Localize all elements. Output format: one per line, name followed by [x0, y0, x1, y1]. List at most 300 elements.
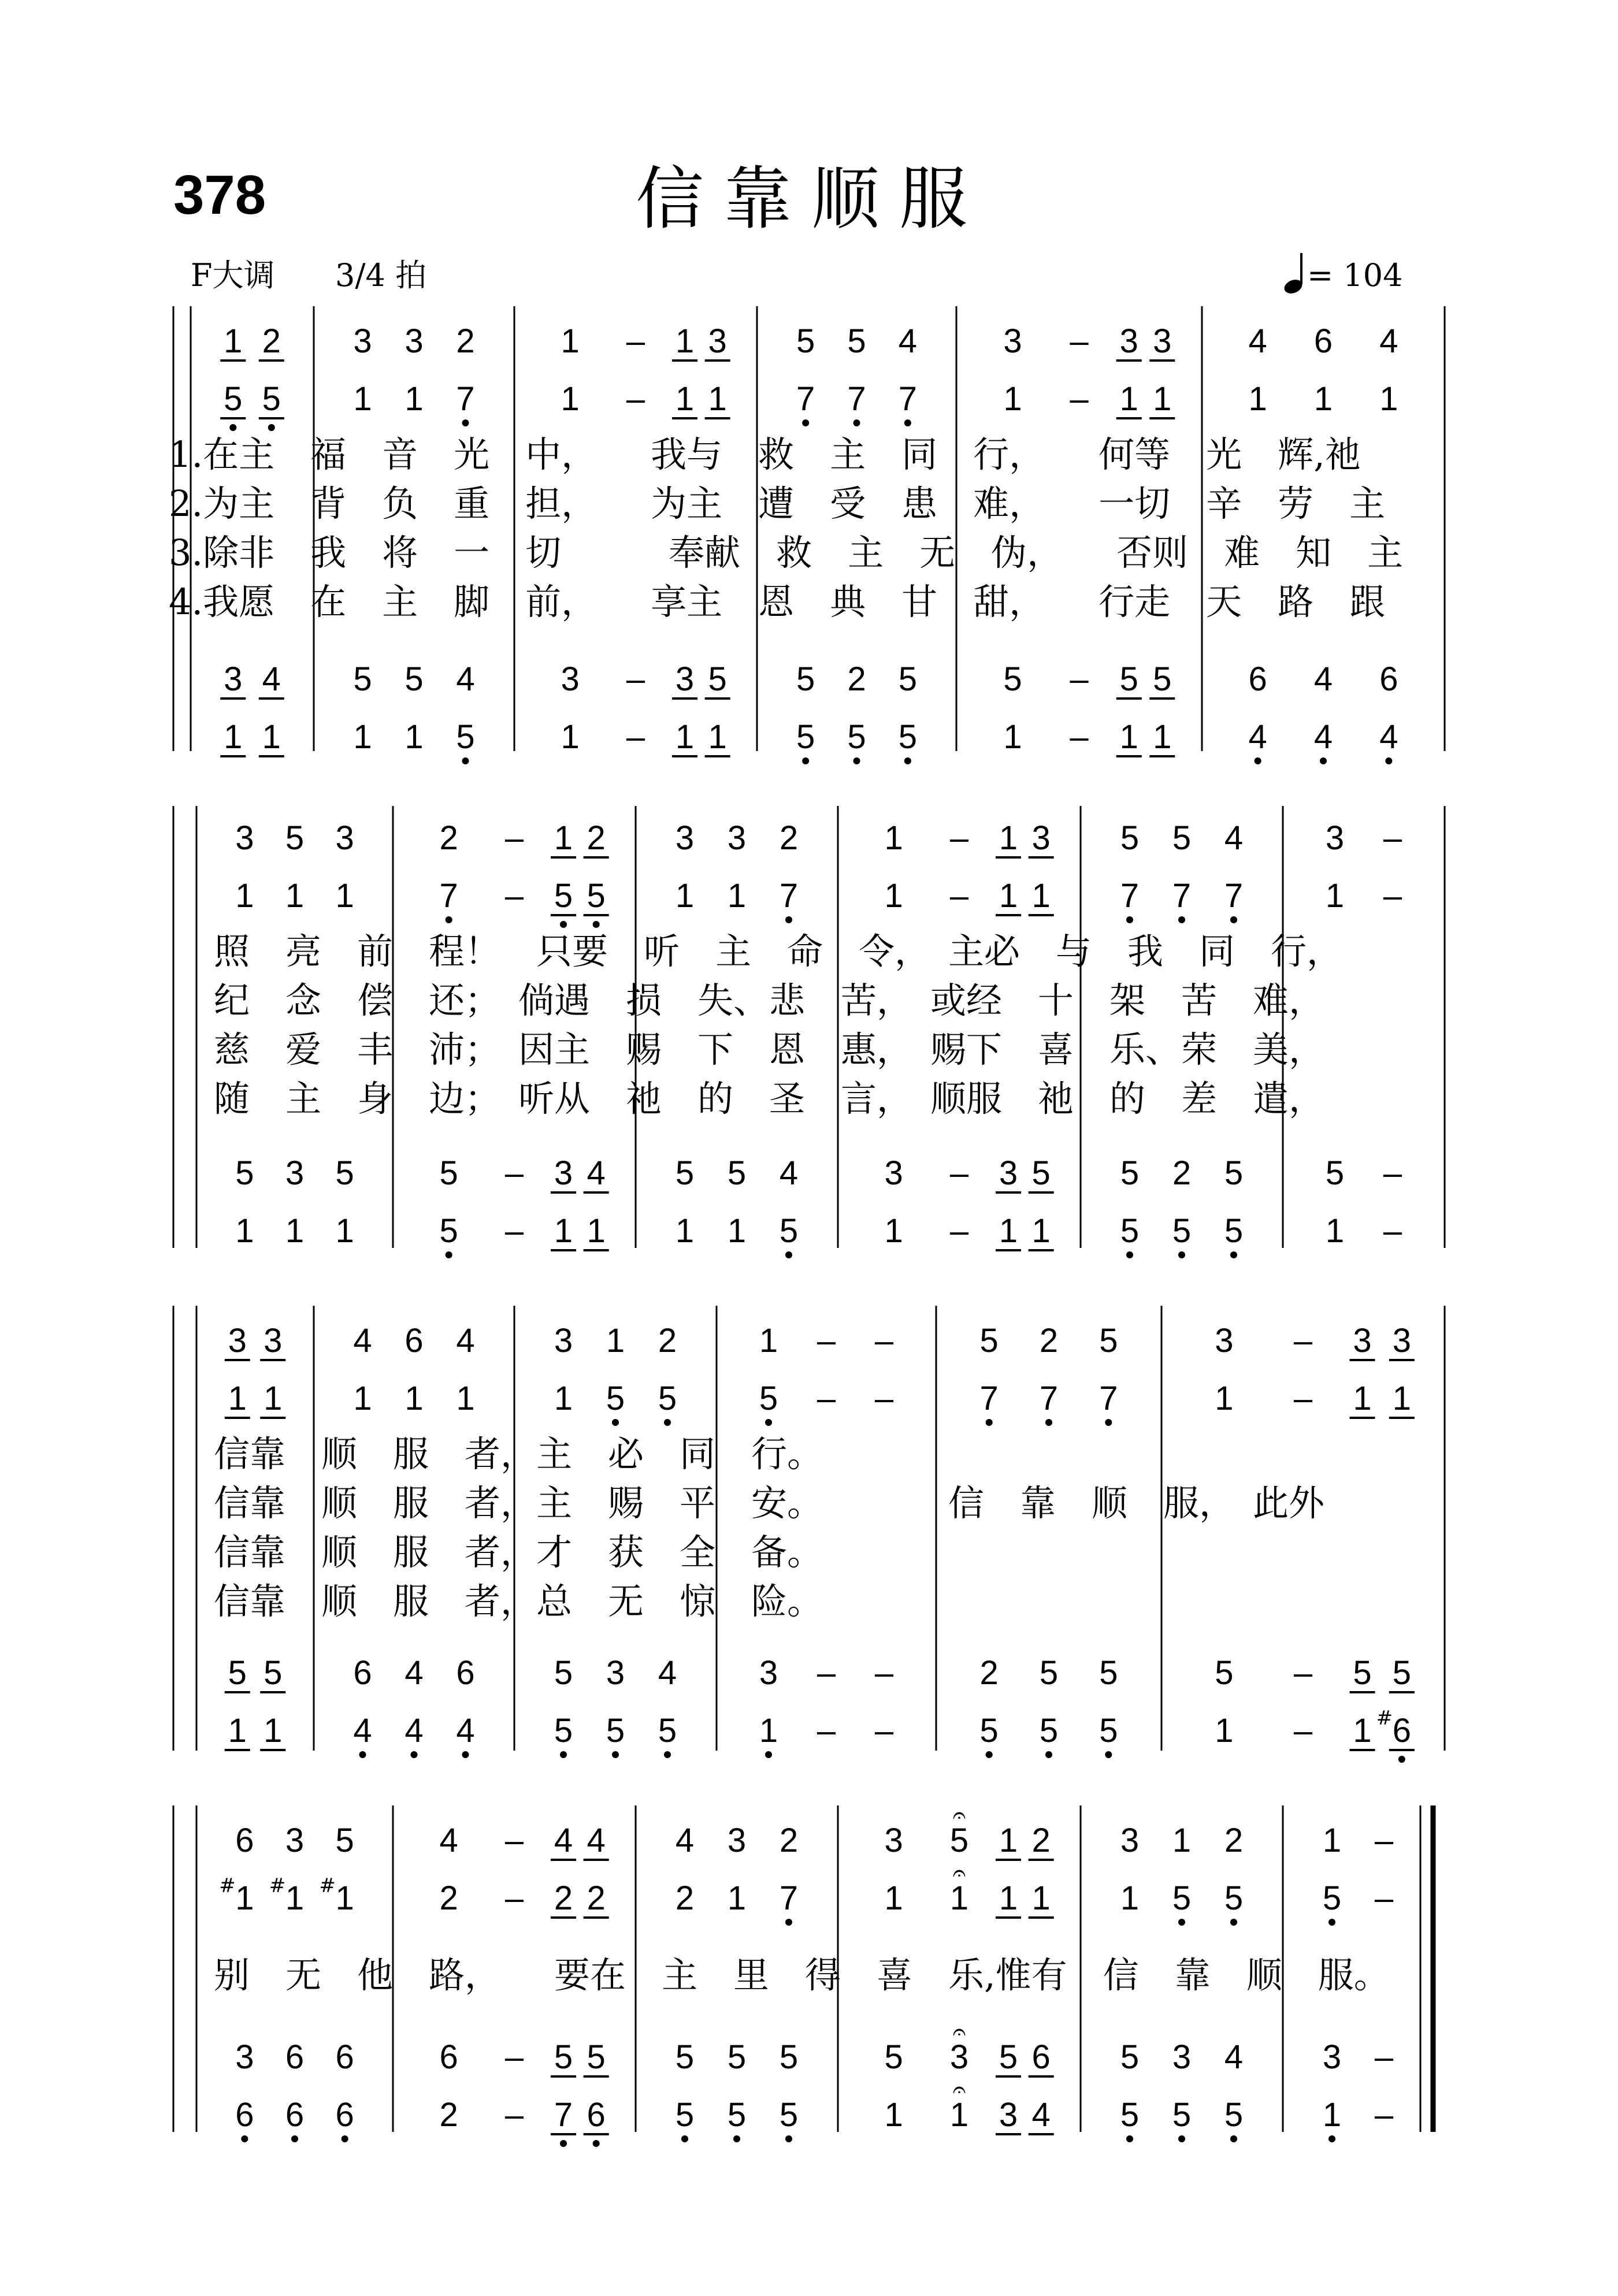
system-1 — [169, 306, 1445, 764]
lyric-line: 慈 爱 丰 沛； 因主 赐 下 恩 惠， 赐下 喜 乐、荣 美， — [214, 1028, 1325, 1071]
note: 6 — [335, 2096, 354, 2134]
note: 1 — [404, 718, 424, 756]
note: 1 — [727, 1212, 747, 1250]
sustain-dash: – — [1374, 1822, 1394, 1859]
system-3 — [173, 1306, 1445, 1763]
note: 4 — [439, 1822, 458, 1859]
note: 5 — [759, 1380, 778, 1417]
note: 4 — [1248, 322, 1267, 360]
octave-low-dot — [268, 424, 275, 431]
note: 1 — [404, 380, 424, 418]
note: 1 — [235, 1879, 254, 1917]
sustain-dash: – — [1383, 877, 1402, 915]
sustain-dash: – — [1383, 1212, 1402, 1250]
note: 7 — [779, 877, 799, 915]
note: 5 — [1392, 1654, 1411, 1692]
note: 1 — [554, 819, 573, 857]
note: 5 — [675, 2038, 695, 2076]
tempo-marking: = 104 — [1307, 257, 1403, 293]
note: 4 — [262, 660, 281, 698]
note: 3 — [1153, 322, 1172, 360]
note: 1 — [1325, 1212, 1345, 1250]
note: 4 — [1379, 718, 1398, 756]
note: 2 — [587, 1879, 606, 1917]
note: 3 — [235, 2038, 254, 2076]
note: 5 — [404, 660, 424, 698]
lyric-line: 2.为主 背 负 重 担， 为主 遭 受 患 难， 一切 辛 劳 主 — [169, 482, 1386, 525]
sustain-dash: – — [1293, 1712, 1313, 1749]
note: 5 — [979, 1322, 999, 1359]
note: 7 — [1224, 877, 1244, 915]
sharp-icon: # — [219, 1874, 236, 1897]
note: 3 — [999, 1154, 1018, 1192]
note: 5 — [1224, 1879, 1244, 1917]
note: 5 — [285, 819, 305, 857]
sustain-dash: – — [626, 380, 645, 418]
fermata-icon: 𝄐 — [952, 2076, 966, 2103]
note: 4 — [353, 1712, 372, 1749]
octave-low-dot — [664, 1419, 671, 1426]
octave-low-dot — [446, 916, 452, 923]
sustain-dash: – — [504, 1879, 524, 1917]
sustain-dash: – — [817, 1712, 836, 1749]
note: 1 — [884, 877, 903, 915]
note: 1 — [759, 1322, 778, 1359]
sustain-dash: – — [504, 2038, 524, 2076]
note: 1 — [1119, 718, 1138, 756]
note: 2 — [587, 819, 606, 857]
note: 1 — [262, 718, 281, 756]
note: 1 — [1392, 1380, 1411, 1417]
sharp-icon: # — [319, 1874, 336, 1897]
note: 6 — [404, 1322, 424, 1359]
octave-low-dot — [593, 2140, 600, 2147]
note: 5 — [262, 380, 281, 418]
note: 7 — [898, 380, 917, 418]
note: 6 — [235, 1822, 254, 1859]
sustain-dash: – — [504, 819, 524, 857]
note: 3 — [335, 819, 354, 857]
note: 3 — [884, 1822, 903, 1859]
sustain-dash: – — [874, 1322, 894, 1359]
note: 3 — [1353, 1322, 1372, 1359]
note: 1 — [285, 877, 305, 915]
sustain-dash: – — [949, 1154, 969, 1192]
note: 5 — [235, 1154, 254, 1192]
octave-low-dot — [612, 1419, 619, 1426]
note: 1 — [999, 1822, 1018, 1859]
sharp-icon: # — [269, 1874, 286, 1897]
note: 1 — [561, 380, 580, 418]
note: 3 — [554, 1154, 573, 1192]
octave-low-dot — [1320, 757, 1327, 764]
octave-low-dot — [1126, 916, 1133, 923]
note: 5 — [675, 2096, 695, 2134]
note: 1 — [456, 1380, 475, 1417]
sustain-dash: – — [504, 877, 524, 915]
note: 5 — [228, 1654, 247, 1692]
note: 1 — [335, 1879, 354, 1917]
note: 2 — [1224, 1822, 1244, 1859]
note: 1 — [1215, 1712, 1234, 1749]
note: 3 — [1322, 2038, 1342, 2076]
note: 1 — [353, 718, 372, 756]
note: 5 — [999, 2038, 1018, 2076]
lyric-line: 信靠 顺 服 者，主 赐 平 安。 信 靠 顺 服， 此外 — [214, 1482, 1325, 1524]
note: 5 — [456, 718, 475, 756]
note: 5 — [1099, 1654, 1118, 1692]
note: 1 — [675, 1212, 695, 1250]
time-signature: 3/4 拍 — [335, 257, 427, 293]
note: 5 — [1039, 1712, 1059, 1749]
note: 5 — [796, 718, 815, 756]
note: 1 — [1031, 877, 1051, 915]
note: 5 — [353, 660, 372, 698]
note: 5 — [1353, 1654, 1372, 1692]
note: 5 — [658, 1712, 677, 1749]
note: 5 — [708, 660, 727, 698]
note: 1 — [727, 1879, 747, 1917]
sustain-dash: – — [504, 1822, 524, 1859]
note: 3 — [224, 660, 243, 698]
octave-low-dot — [291, 2135, 298, 2142]
sustain-dash: – — [1293, 1380, 1313, 1417]
note: 6 — [1313, 322, 1333, 360]
note: 1 — [884, 819, 903, 857]
note: 5 — [847, 718, 866, 756]
note: 4 — [404, 1654, 424, 1692]
note: 5 — [1325, 1154, 1345, 1192]
note: 5 — [1120, 2038, 1140, 2076]
note: 1 — [1322, 2096, 1342, 2134]
note: 3 — [235, 819, 254, 857]
note: 5 — [1003, 660, 1022, 698]
sustain-dash: – — [874, 1712, 894, 1749]
note: 1 — [1120, 1879, 1140, 1917]
note: 5 — [554, 2038, 573, 2076]
note: 1 — [285, 1212, 305, 1250]
note: 1 — [264, 1712, 283, 1749]
note: 3 — [949, 2038, 969, 2076]
octave-low-dot — [853, 757, 860, 764]
note: 7 — [779, 1879, 799, 1917]
note: 3 — [759, 1654, 778, 1692]
lyric-line: 信靠 顺 服 者，总 无 惊 险。 — [214, 1580, 823, 1622]
note: 1 — [561, 718, 580, 756]
sustain-dash: – — [949, 819, 969, 857]
note: 6 — [285, 2096, 305, 2134]
octave-low-dot — [733, 2135, 740, 2142]
octave-low-dot — [785, 916, 792, 923]
note: 3 — [675, 819, 695, 857]
note: 3 — [675, 660, 695, 698]
note: 6 — [1248, 660, 1267, 698]
note: 4 — [1313, 718, 1333, 756]
octave-low-dot — [904, 419, 911, 426]
note: 1 — [235, 1212, 254, 1250]
octave-low-dot — [593, 921, 600, 928]
octave-low-dot — [241, 2135, 248, 2142]
sustain-dash: – — [874, 1380, 894, 1417]
octave-low-dot — [1178, 2135, 1185, 2142]
note: 1 — [235, 877, 254, 915]
note: 1 — [228, 1712, 247, 1749]
note: 7 — [1039, 1380, 1059, 1417]
note: 1 — [1313, 380, 1333, 418]
note: 5 — [1120, 1154, 1140, 1192]
key-signature: F大调 — [191, 257, 275, 293]
note: 3 — [727, 819, 747, 857]
note: 3 — [1119, 322, 1138, 360]
note: 1 — [264, 1380, 283, 1417]
octave-low-dot — [560, 1751, 567, 1758]
octave-low-dot — [560, 2140, 567, 2147]
note: 5 — [1172, 819, 1192, 857]
note: 5 — [606, 1712, 625, 1749]
note: 1 — [1031, 1879, 1051, 1917]
note: 4 — [779, 1154, 799, 1192]
octave-low-dot — [1385, 757, 1392, 764]
note: 5 — [335, 1154, 354, 1192]
note: 5 — [1099, 1322, 1118, 1359]
lyric-line: 随 主 身 边； 听从 祂 的 圣 言， 顺服 祂 的 差 遣， — [214, 1078, 1325, 1120]
note: 3 — [554, 1322, 573, 1359]
note: 5 — [554, 877, 573, 915]
note: 5 — [898, 660, 917, 698]
octave-low-dot — [1045, 1419, 1052, 1426]
note: 4 — [1224, 2038, 1244, 2076]
note: 5 — [979, 1712, 999, 1749]
octave-low-dot — [1230, 916, 1237, 923]
note: 5 — [675, 1154, 695, 1192]
note: 5 — [796, 660, 815, 698]
note: 5 — [587, 877, 606, 915]
octave-low-dot — [1178, 916, 1185, 923]
octave-low-dot — [681, 2135, 688, 2142]
note: 5 — [606, 1380, 625, 1417]
octave-low-dot — [446, 1251, 452, 1258]
octave-low-dot — [785, 2135, 792, 2142]
note: 1 — [727, 877, 747, 915]
note: 1 — [1353, 1380, 1372, 1417]
note: 5 — [779, 2096, 799, 2134]
note: 1 — [1379, 380, 1398, 418]
sustain-dash: – — [1293, 1322, 1313, 1359]
note: 6 — [1392, 1712, 1411, 1749]
note: 3 — [1172, 2038, 1192, 2076]
octave-low-dot — [664, 1751, 671, 1758]
note: 4 — [587, 1822, 606, 1859]
sustain-dash: – — [1374, 1879, 1394, 1917]
octave-low-dot — [853, 419, 860, 426]
note: 1 — [675, 718, 695, 756]
sustain-dash: – — [949, 1212, 969, 1250]
note: 1 — [554, 1380, 573, 1417]
octave-low-dot — [802, 419, 809, 426]
fermata-icon: 𝄐 — [952, 2019, 966, 2045]
note: 5 — [587, 2038, 606, 2076]
note: 3 — [1215, 1322, 1234, 1359]
note: 1 — [1248, 380, 1267, 418]
sustain-dash: – — [1383, 819, 1402, 857]
note: 1 — [285, 1879, 305, 1917]
octave-low-dot — [1105, 1419, 1112, 1426]
note: 1 — [1353, 1712, 1372, 1749]
note: 1 — [561, 322, 580, 360]
note: 2 — [439, 2096, 458, 2134]
note: 6 — [353, 1654, 372, 1692]
sustain-dash: – — [817, 1322, 836, 1359]
quarter-note-icon — [1282, 253, 1304, 296]
note: 3 — [1325, 819, 1345, 857]
note: 7 — [796, 380, 815, 418]
octave-low-dot — [1230, 2135, 1237, 2142]
octave-low-dot — [1045, 1751, 1052, 1758]
note: 5 — [727, 1154, 747, 1192]
hymn-number: 378 — [173, 164, 266, 226]
note: 6 — [335, 2038, 354, 2076]
note: 5 — [796, 322, 815, 360]
note: 1 — [1322, 1822, 1342, 1859]
note: 6 — [1031, 2038, 1051, 2076]
note: 5 — [1172, 1212, 1192, 1250]
note: 4 — [404, 1712, 424, 1749]
note: 2 — [847, 660, 866, 698]
sustain-dash: – — [1070, 322, 1089, 360]
note: 1 — [228, 1380, 247, 1417]
note: 7 — [456, 380, 475, 418]
note: 5 — [1224, 1212, 1244, 1250]
note: 1 — [353, 1380, 372, 1417]
note: 1 — [999, 1879, 1018, 1917]
note: 3 — [1120, 1822, 1140, 1859]
note: 3 — [285, 1154, 305, 1192]
sustain-dash: – — [1383, 1154, 1402, 1192]
note: 1 — [759, 1712, 778, 1749]
note: 7 — [1120, 877, 1140, 915]
note: 5 — [1224, 1154, 1244, 1192]
note: 4 — [898, 322, 917, 360]
note: 1 — [1003, 380, 1022, 418]
sustain-dash: – — [504, 1212, 524, 1250]
note: 5 — [335, 1822, 354, 1859]
note: 1 — [1003, 718, 1022, 756]
note: 1 — [884, 1879, 903, 1917]
sustain-dash: – — [1374, 2096, 1394, 2134]
note: 3 — [264, 1322, 283, 1359]
sustain-dash: – — [504, 1154, 524, 1192]
note: 1 — [587, 1212, 606, 1250]
note: 1 — [675, 380, 695, 418]
lyric-line: 4.我愿 在 主 脚 前， 享主 恩 典 甘 甜， 行走 天 路 跟 — [169, 581, 1386, 623]
note: 3 — [606, 1654, 625, 1692]
octave-low-dot — [1230, 1251, 1237, 1258]
note: 5 — [779, 2038, 799, 2076]
system-2 — [173, 806, 1445, 1258]
note: 7 — [979, 1380, 999, 1417]
note: 5 — [658, 1380, 677, 1417]
note: 2 — [658, 1322, 677, 1359]
note: 1 — [335, 877, 354, 915]
note: 7 — [439, 877, 458, 915]
octave-low-dot — [342, 2135, 348, 2142]
note: 1 — [999, 877, 1018, 915]
octave-low-dot — [560, 921, 567, 928]
note: 3 — [884, 1154, 903, 1192]
note: 1 — [404, 1380, 424, 1417]
note: 1 — [884, 1212, 903, 1250]
note: 5 — [264, 1654, 283, 1692]
octave-low-dot — [1230, 1919, 1237, 1926]
note: 4 — [587, 1154, 606, 1192]
note: 4 — [1379, 322, 1398, 360]
note: 1 — [708, 718, 727, 756]
note: 5 — [1172, 1879, 1192, 1917]
sustain-dash: – — [817, 1654, 836, 1692]
note: 3 — [353, 322, 372, 360]
note: 1 — [708, 380, 727, 418]
octave-low-dot — [462, 419, 469, 426]
sustain-dash: – — [1293, 1654, 1313, 1692]
note: 6 — [285, 2038, 305, 2076]
sustain-dash: – — [1070, 380, 1089, 418]
note: 5 — [727, 2096, 747, 2134]
note: 5 — [779, 1212, 799, 1250]
note: 5 — [1224, 2096, 1244, 2134]
lyric-line: 信靠 顺 服 者，才 获 全 备。 — [214, 1531, 823, 1573]
note: 5 — [1120, 1212, 1140, 1250]
note: 2 — [554, 1879, 573, 1917]
note: 1 — [1172, 1822, 1192, 1859]
octave-low-dot — [462, 757, 469, 764]
note: 2 — [1172, 1154, 1192, 1192]
note: 5 — [439, 1154, 458, 1192]
note: 5 — [554, 1712, 573, 1749]
note: 4 — [1224, 819, 1244, 857]
note: 3 — [285, 1822, 305, 1859]
note: 1 — [1153, 718, 1172, 756]
note: 1 — [353, 380, 372, 418]
note: 5 — [949, 1822, 969, 1859]
fermata-icon: 𝄐 — [952, 1860, 966, 1886]
note: 2 — [456, 322, 475, 360]
octave-low-dot — [765, 1751, 772, 1758]
sustain-dash: – — [1070, 660, 1089, 698]
lyric-line: 3.除非 我 将 一 切 奉献 救 主 无 伪， 否则 难 知 主 — [169, 532, 1404, 574]
sustain-dash: – — [949, 877, 969, 915]
note: 2 — [262, 322, 281, 360]
note: 4 — [1031, 2096, 1051, 2134]
note: 1 — [1215, 1380, 1234, 1417]
note: 3 — [1031, 819, 1051, 857]
lyric-line: 信靠 顺 服 者，主 必 同 行。 — [214, 1433, 823, 1475]
octave-low-dot — [612, 1751, 619, 1758]
note: 1 — [1031, 1212, 1051, 1250]
note: 7 — [847, 380, 866, 418]
note: 1 — [999, 819, 1018, 857]
note: 3 — [1003, 322, 1022, 360]
note: 2 — [979, 1654, 999, 1692]
octave-low-dot — [359, 1751, 366, 1758]
note: 5 — [224, 380, 243, 418]
note: 4 — [675, 1822, 695, 1859]
note: 6 — [456, 1654, 475, 1692]
octave-low-dot — [411, 1751, 418, 1758]
sustain-dash: – — [504, 2096, 524, 2134]
octave-low-dot — [1178, 1251, 1185, 1258]
note: 4 — [658, 1654, 677, 1692]
octave-low-dot — [765, 1419, 772, 1426]
